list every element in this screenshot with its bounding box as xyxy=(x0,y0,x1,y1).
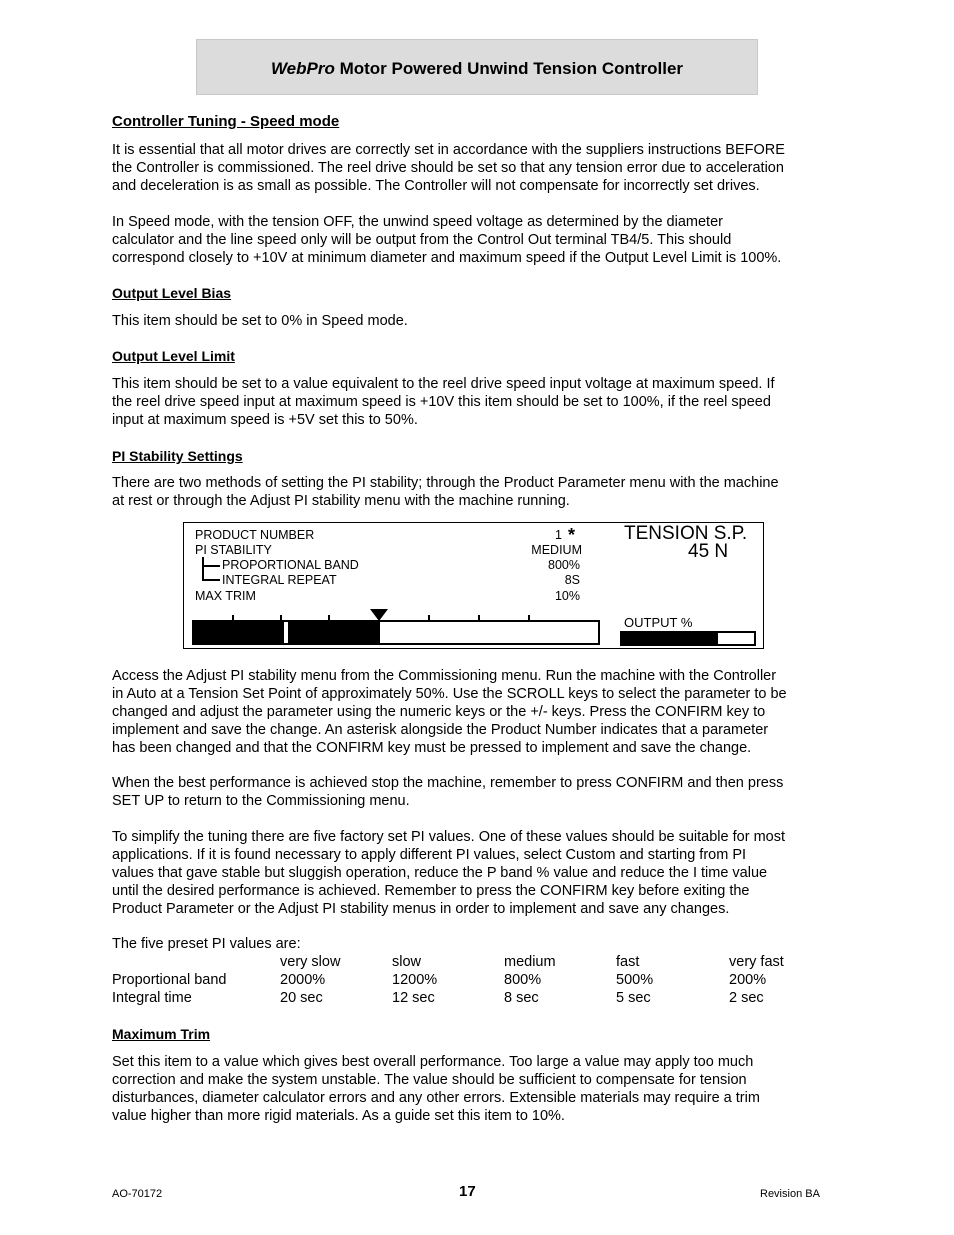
doc-number: AO-70172 xyxy=(112,1188,163,1200)
intro-paragraph-1 xyxy=(112,141,847,195)
controller-display xyxy=(183,522,764,649)
text-line: input at maximum speed is +5V set this to 50%. xyxy=(112,412,418,428)
text-line: has been changed and that the CONFIRM key must be pressed to implement and save the change. xyxy=(112,740,752,756)
section-title: Controller Tuning - Speed mode xyxy=(112,113,340,130)
text-line: It is essential that all motor drives are correctly set in accordance with the suppliers instructions BEFORE xyxy=(112,142,785,158)
page-number: 17 xyxy=(459,1183,476,1200)
preset-cell: 5 sec xyxy=(616,990,651,1006)
tension-setpoint-value: 45 N xyxy=(688,541,729,562)
pi-stability-heading: PI Stability Settings xyxy=(112,448,243,464)
preset-cell: 800% xyxy=(504,972,542,988)
display-value-proportional-band: 800% xyxy=(548,558,580,572)
display-label-integral-repeat: INTEGRAL REPEAT xyxy=(222,573,337,587)
preset-row-label: Proportional band xyxy=(112,972,227,988)
preset-cell: 2000% xyxy=(280,972,326,988)
adjust-pi-paragraph xyxy=(112,667,847,757)
tension-bar-gap xyxy=(284,622,288,643)
intro-paragraph-2 xyxy=(112,213,847,267)
display-label-proportional-band: PROPORTIONAL BAND xyxy=(222,558,359,572)
text-line: When the best performance is achieved stop the machine, remember to press CONFIRM and then press xyxy=(112,775,784,791)
header-title-text: Motor Powered Unwind Tension Controller xyxy=(334,59,684,78)
preset-column-header: very slow xyxy=(280,954,341,970)
preset-intro: The five preset PI values are: xyxy=(112,936,301,952)
text-line: SET UP to return to the Commissioning menu. xyxy=(112,793,410,809)
display-value-product-number: 1 xyxy=(555,528,562,542)
page-header xyxy=(196,39,758,95)
tree-connector xyxy=(202,557,204,581)
revision: Revision BA xyxy=(760,1188,820,1200)
text-line: value higher than more rigid materials. As a guide set this item to 10%. xyxy=(112,1108,565,1124)
output-bar-fill xyxy=(622,633,718,644)
header-brand: WebPro xyxy=(270,59,335,78)
changed-asterisk: * xyxy=(568,525,576,545)
display-label-max-trim: MAX TRIM xyxy=(195,589,256,603)
factory-pi-paragraph xyxy=(112,828,847,918)
text-line: correction and make the system unstable. The value should be sufficient to compensate for tension xyxy=(112,1072,747,1088)
preset-column-header: fast xyxy=(616,954,640,970)
text-line: In Speed mode, with the tension OFF, the unwind speed voltage as determined by the diameter xyxy=(112,214,723,230)
preset-row-label: Integral time xyxy=(112,990,192,1006)
text-line: values that gave stable but sluggish operation, reduce the P band % value and reduce the I time value xyxy=(112,865,768,881)
text-line: the reel drive speed input at maximum speed is +10V this item should be set to 100%, if the reel speed xyxy=(112,394,771,410)
confirm-paragraph xyxy=(112,774,847,810)
text-line: Product Parameter or the Adjust PI stability menus in order to implement and save any changes. xyxy=(112,901,730,917)
header-title xyxy=(197,59,757,79)
display-value-integral-repeat: 8S xyxy=(564,573,580,587)
text-line: in Auto at a Tension Set Point of approximately 50%. Use the SCROLL keys to select the parameter to be xyxy=(112,686,787,702)
preset-cell: 1200% xyxy=(392,972,438,988)
text-line: applications. If it is found necessary to apply different PI values, select Custom and starting from PI xyxy=(112,847,747,863)
pi-stability-text xyxy=(112,474,847,510)
output-level-bias-heading: Output Level Bias xyxy=(112,285,232,301)
display-value-pi-stability: MEDIUM xyxy=(531,543,582,557)
output-level-limit-heading: Output Level Limit xyxy=(112,348,235,364)
display-value-max-trim: 10% xyxy=(554,589,580,603)
tension-setpoint-label: TENSION S.P. xyxy=(624,523,748,544)
output-level-bias-text xyxy=(112,312,847,330)
text-line: To simplify the tuning there are five factory set PI values. One of these values should be suitable for most xyxy=(112,829,785,845)
preset-column-header: very fast xyxy=(729,954,784,970)
text-line: the Controller is commissioned. The reel drive should be set so that any tension error due to acceleration xyxy=(112,160,784,176)
preset-cell: 12 sec xyxy=(392,990,435,1006)
text-line: Set this item to a value which gives best overall performance. Too large a value may apply too much xyxy=(112,1054,754,1070)
preset-cell: 500% xyxy=(616,972,654,988)
text-line: Access the Adjust PI stability menu from the Commissioning menu. Run the machine with the Controller xyxy=(112,668,777,684)
output-percent-label: OUTPUT % xyxy=(624,615,693,630)
text-line: disturbances, diameter calculator errors and any other errors. Extensible materials may require a trim xyxy=(112,1090,760,1106)
text-line: at rest or through the Adjust PI stability menu with the machine running. xyxy=(112,493,570,509)
text-line: implement and save the change. An asterisk alongside the Product Number indicates that a parameter xyxy=(112,722,769,738)
text-line: correspond closely to +10V at minimum diameter and maximum speed if the Output Level Limit is 100%. xyxy=(112,250,782,266)
text-line: changed and adjust the parameter using the numeric keys or the +/- keys. Press the CONFIRM key to xyxy=(112,704,766,720)
tension-bar xyxy=(192,620,600,645)
text-line: This item should be set to 0% in Speed mode. xyxy=(112,313,408,329)
output-level-limit-text xyxy=(112,375,847,429)
tree-branch xyxy=(202,565,220,567)
preset-cell: 200% xyxy=(729,972,767,988)
text-line: This item should be set to a value equivalent to the reel drive speed input voltage at maximum speed. If xyxy=(112,376,775,392)
preset-cell: 8 sec xyxy=(504,990,539,1006)
tree-branch xyxy=(202,579,220,581)
preset-column-header: medium xyxy=(504,954,556,970)
maximum-trim-heading: Maximum Trim xyxy=(112,1026,211,1042)
text-line: until the desired performance is achieved. Remember to press the CONFIRM key before exiting the xyxy=(112,883,750,899)
text-line: and deceleration is as small as possible. The Controller will not compensate for incorrectly set drives. xyxy=(112,178,760,194)
output-bar xyxy=(620,631,756,646)
maximum-trim-text xyxy=(112,1053,847,1125)
display-label-product-number: PRODUCT NUMBER xyxy=(195,528,315,542)
preset-column-header: slow xyxy=(392,954,422,970)
preset-cell: 2 sec xyxy=(729,990,764,1006)
display-label-pi-stability: PI STABILITY xyxy=(195,543,272,557)
text-line: calculator and the line speed only will be output from the Control Out terminal TB4/5. This should xyxy=(112,232,732,248)
text-line: There are two methods of setting the PI stability; through the Product Parameter menu with the machine xyxy=(112,475,779,491)
preset-cell: 20 sec xyxy=(280,990,323,1006)
